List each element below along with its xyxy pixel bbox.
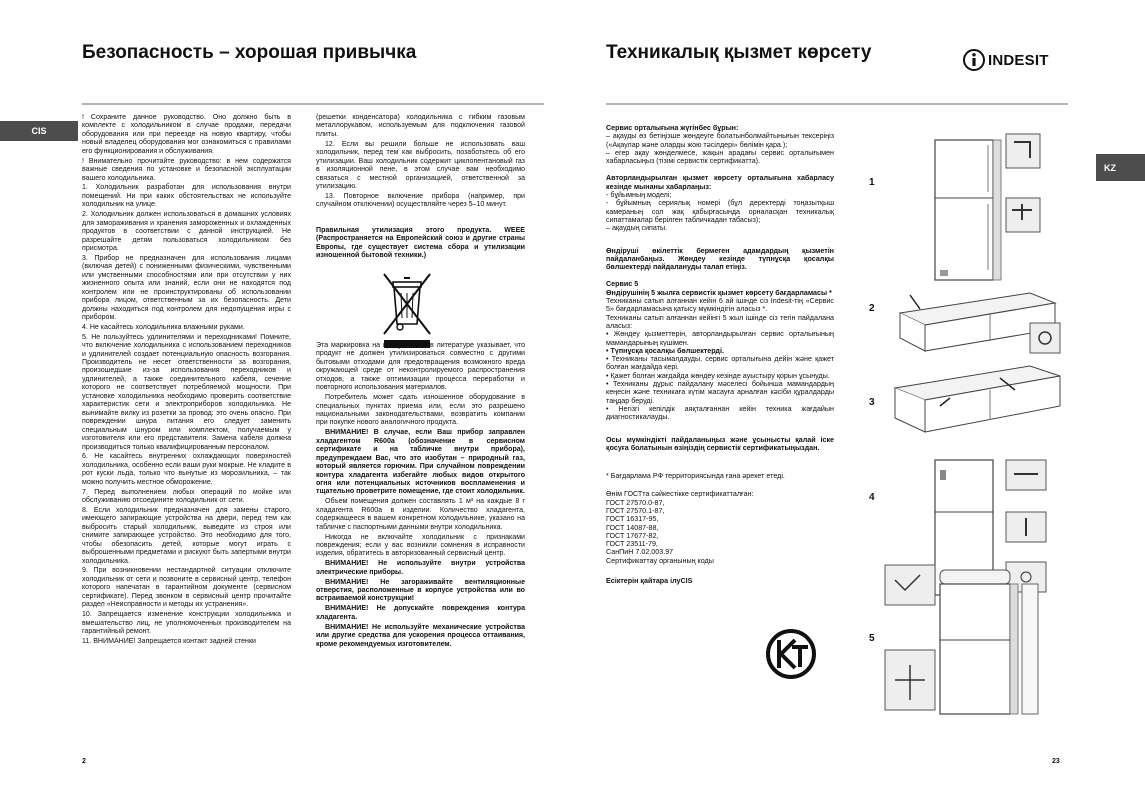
figure-number-2: 2 (869, 303, 875, 314)
service5-item: • Түпнұсқа қосалқы бөлшектерді. (606, 346, 724, 355)
paragraph: 2. Холодильник должен использоваться в домашних условиях для замораживания и хранения замороженных и охлажденных продуктов в соответствии с данной инструкцией. Не разрешайте детям пользоваться холодильником без присмотра. (82, 211, 291, 252)
paragraph: 12. Если вы решили больше не использовать ваш холодильник, перед тем как выбросить, позаботьтесь об его утилизации. Ваш холодильник содержит циклопентановый газ в изоляционной пене, в этом случае вам необходимо связаться с местной организацией, ответственной за утилизацию. (316, 140, 525, 191)
paragraph: 4. Не касайтесь холодильника влажными руками. (82, 323, 245, 331)
paragraph: 1. Холодильник разработан для использования внутри помещений. Ни при каких обстоятельствах не используйте холодильник на улице. (82, 184, 291, 209)
brand-wordmark: INDESIT (988, 51, 1049, 69)
service-text-column (606, 124, 834, 585)
cert-item: ГОСТ 27570.1-87, (606, 506, 665, 515)
section-heading: Сервис 5 (606, 280, 639, 289)
weee-heading: Правильная утилизация этого продукта. WEEE (Распространяется на Европейский союз и другие страны Европы, где существует система сбора и утилизации изношенной бытовой техники.) (316, 227, 525, 260)
wheelie-bin-crossed-icon (378, 268, 436, 350)
cert-item: ГОСТ 14087-88, (606, 523, 659, 532)
paragraph: 7. Перед выполнением любых операций по мойке или обслуживанию отсоедините холодильник от сети. (82, 488, 291, 505)
paragraph: 10. Запрещается изменение конструкции холодильника и вмешательство лиц, не уполномоченных производителем на гарантийный ремонт. (82, 611, 291, 636)
paragraph: 3. Прибор не предназначен для использования лицами (включая детей) с пониженными физическими, чувственными или умственными способностями или при отсутствии у них жизненного опыта или знаний, если они не находятся под контролем или не проинструктированы об использовании прибора лицом, ответственным за их безопасность. Дети должны находиться под контролем для недопущения игры с прибором. (82, 254, 291, 321)
paragraph: ВНИМАНИЕ! Не используйте механические устройства или другие средства для ускорения процесса оттаивания, кроме рекомендуемых изготовителем. (316, 623, 525, 648)
paragraph: 5. Не пользуйтесь удлинителями и переходниками! Помните, что включение холодильника с использованием переходников и удлинителей создает потенциальную опасность возгорания. Производитель не несет ответственности за возгорания, произошедшие из-за использования переходников и удлинителей, а также соединительного кабеля, сечение которого не соответствует потребляемой мощности. При установке холодильника необходимо проверить соответствие характеристик сети и электроприборов холодильника. Не вынимайте вилку из розетки за провод: это очень опасно. При повреждении шнура питания его следует заменить специальным шнуром или комплектом, получаемым у изготовителя или его представителя. Замена кабеля должна производиться только квалифицированным персоналом. (82, 333, 291, 451)
service5-text: Техниканы сатып алғаннан кейін 6 ай ішінде сіз Indesit-тің «Сервис 5» бағдарламасына қатысу мүмкіндігін аласыз *. (606, 297, 834, 314)
page-title-left: Безопасность – хорошая привычка (82, 42, 417, 63)
weee-text-column (316, 342, 525, 650)
page-number-left: 2 (82, 758, 86, 765)
text-line: - бұйымның моделі; (606, 191, 672, 200)
cert-title: Өнім ГОСТта сәйкестікке сертификатталған: (606, 490, 754, 499)
section-heading: Авторландырылған қызмет көрсету орталығына хабарласу кезінде мынаны хабарлаңыз: (606, 174, 834, 191)
paragraph: ВНИМАНИЕ! В случае, если Ваш прибор заправлен хладагентом R600a (обозначение в сервисном сертификате и на табличке внутри прибора), предупреждаем Вас, что это изобутан – природный газ, который является горючим. При случайном повреждении контура хладагента избегайте любых видов открытого огня или потенциальных источников воспламенения и тщательно проветрите помещение, где стоит холодильник. (316, 429, 525, 496)
paragraph: 6. Не касайтесь внутренних охлаждающих поверхностей холодильника, особенно если ваши руки мокрые. Не кладите в рот куски льда, только что вынутые из морозильника, – так можно получить местное обморожение. (82, 453, 291, 486)
page-title-right: Техникалық қызмет көрсету (606, 42, 872, 63)
cert-mark-label: КТ (0, 0, 2, 1)
service5-item: • Техниканы дұрыс пайдалану мәселесі бойынша мамандардың кеңесін және техникаға күтім жасауға арналған кәсіби құралдарды таңдар беруді. (606, 380, 834, 405)
kt-certification-mark-icon (765, 628, 817, 680)
section-heading: Сервис орталығына жүгінбес бұрын: (606, 124, 739, 132)
service5-item: • Жөндеу қызметтерін, авторландырылған сервис орталығының мамандарының күшімен. (606, 330, 834, 347)
page-number-right: 23 (1052, 758, 1060, 765)
paragraph: ВНИМАНИЕ! Не загораживайте вентиляционные отверстия, расположенные в корпусе устройства или во встраиваемой конструкции! (316, 578, 525, 603)
service5-item: • Қажет болған жағдайда жөндеу кезінде ауыстыру қорын ұсынуды. (606, 371, 830, 380)
paragraph: Никогда не включайте холодильник с признаками повреждения; если у вас возникли сомнения в исправности изделия, обратитесь в авторизованный сервисный центр. (316, 533, 525, 558)
door-reversal-figure-1 (880, 120, 1080, 285)
paragraph: Потребитель может сдать изношенное оборудование в специальных пунктах приема или, если это разрешено национальными законодательствами, возвратить компании при покупке нового аналогичного продукта. (316, 394, 525, 427)
figure-number-3: 3 (869, 397, 875, 408)
indesit-i-logo-icon (962, 48, 986, 72)
paragraph: 8. Если холодильник предназначен для замены старого, имеющего запирающие устройства на двери, перед тем как выбросить старый холодильник, выведите из строя или снимите запирающее устройство. Это необходимо для того, чтобы обезопасить детей, которые могут играть с выброшенными предметами и рискуют быть запертыми внутри холодильника. (82, 506, 291, 565)
text-line: - бұйымның сериялық номері (бұл деректерді тоңазытқыш камераның сол жақ қабырғасында орналасқан техникалық сипаттамалар берілген табличкадан табасыз); (606, 199, 834, 224)
section-heading: Өндіруші өкілеттік бермеген адамдардың қызметін пайдаланбаңыз. Жөндеу кезінде түпнұсқа қосалқы бөлшектерді пайдалануды талап етіңіз. (606, 246, 834, 272)
paragraph: 11. ВНИМАНИЕ! Запрещается контакт задней стенки (82, 637, 256, 645)
cert-item: СанПиН 7.02.003.97 (606, 548, 674, 557)
figure-number-1: 1 (869, 177, 875, 188)
door-reversal-figure-3 (880, 358, 1080, 453)
title-rule-left (82, 103, 544, 105)
paragraph: ! Внимательно прочитайте руководство: в нем содержатся важные сведения по установке и безопасной эксплуатации вашего холодильника. (82, 157, 291, 182)
service5-item: • Негізгі кепілдік аяқталғаннан кейін техника жағдайын диагностикалауды. (606, 404, 834, 422)
text-line: – егер ақау жөнделмесе, жақын арадағы сервис орталығымен хабарласыңыз (тізімі сервистік сертификатта). (606, 148, 834, 166)
paragraph: 13. Повторное включение прибора (например, при случайном отключении) осуществляйте через 5–10 минут. (316, 192, 525, 209)
cert-item: ГОСТ 27570.0-87, (606, 498, 665, 507)
figure-number-4: 4 (869, 492, 875, 503)
cert-item: Сертификаттау органының коды (606, 556, 714, 565)
brand-logo (962, 48, 1049, 72)
door-reversal-figure-2 (880, 283, 1080, 363)
service5-heading: Өндірушінің 5 жылға сервистік қызмет көрсету бағдарламасы * (606, 288, 832, 297)
paragraph: 9. При возникновении нестандартной ситуации отключите холодильник от сети и позвоните в сервисный центр, телефон которого напечатан в гарантийном документе (сервисном сертификате). Перед звонком в сервисный центр прочитайте раздел «Неисправности и методы их устранения». (82, 567, 291, 609)
text-line: – ақаудың сипаты. (606, 224, 668, 233)
paragraph: ВНИМАНИЕ! Не допускайте повреждения контура хладагента. (316, 605, 525, 621)
door-reversal-figure-5 (880, 560, 1080, 750)
side-tab-cis: CIS (0, 121, 78, 141)
paragraph: ! Сохраните данное руководство. Оно должно быть в комплекте с холодильником в случае продажи, передачи оборудования или при переезде на новую квартиру, чтобы новый владелец оборудования мог ознакомиться с правилами его функционирования и обслуживания. (82, 114, 291, 155)
paragraph: Эта маркировка на продукте или в литературе указывает, что продукт не должен утилизироваться совместно с другими бытовыми отходами для предотвращения возможного вреда окружающей среде от неконтролируемого распространения отходов, а также оптимизации процесса переработки и повторного использования материалов. (316, 342, 525, 392)
door-reversal-heading: Есіктерін қайтара ілуCIS (606, 577, 693, 586)
service5-text: Техниканы сатып алғаннан кейінгі 5 жыл ішінде сіз тегін пайдалана аласыз: (606, 313, 834, 330)
side-tab-kz: KZ (1096, 154, 1145, 181)
paragraph: ВНИМАНИЕ! Не используйте внутри устройства электрические приборы. (316, 560, 525, 576)
cert-item: ГОСТ 17677-82, (606, 531, 659, 540)
cert-item: ГОСТ 23511-79, (606, 540, 658, 549)
paragraph: (решетки конденсатора) холодильника с гибким газовым металлорукавом, используемым для подключения газовой плиты. (316, 114, 525, 138)
text-line: – ақауды өз бетіңізше жөндеуге болатынболмайтынығын тексеріңіз («Ақаулар және оларды жою тәсілдері» бөлімін қара.); (606, 132, 834, 149)
figure-number-5: 5 (869, 633, 875, 644)
service-offer-heading: Осы мүмкіндікті пайдаланыңыз және ұсынысты қалай іске қосуға болатынын өзіңіздің сервистік сертификатыңыздан. (606, 435, 834, 452)
footnote: * Бағдарлама РФ территориясында ғана әрекет етеді. (606, 472, 785, 481)
title-rule-right (606, 103, 1068, 105)
service5-item: • Техниканы тасымалдауды, сервис орталығына дейін және қажет болған жағдайда кері. (606, 355, 834, 372)
safety-text-column-1 (82, 114, 291, 648)
cert-item: ГОСТ 16317-95, (606, 515, 659, 524)
paragraph: Объем помещения должен составлять 1 м³ на каждые 8 г хладагента R600a в изделии. Количество хладагента, содержащееся в вашем конкретном холодильнике, указано на табличке с паспортными данными внутри холодильника. (316, 498, 525, 531)
safety-text-column-2 (316, 114, 525, 211)
